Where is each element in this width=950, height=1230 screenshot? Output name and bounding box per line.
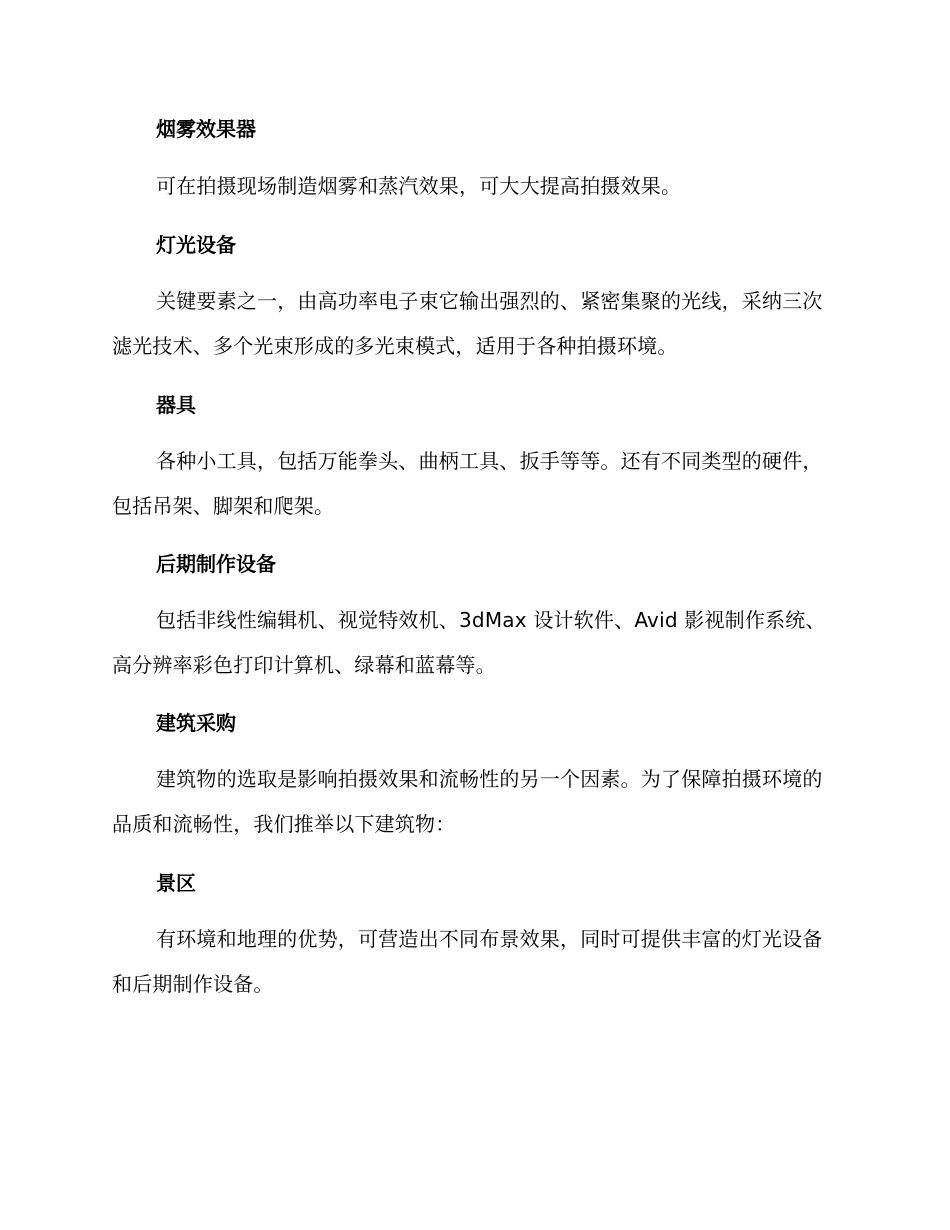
section-paragraph: 有环境和地理的优势，可营造出不同布景效果，同时可提供丰富的灯光设备和后期制作设备。: [112, 927, 823, 996]
section-heading: 灯光设备: [156, 233, 236, 257]
section-heading: 景区: [156, 871, 196, 895]
section-heading: 烟雾效果器: [156, 117, 256, 141]
section-paragraph: 建筑物的选取是影响拍摄效果和流畅性的另一个因素。为了保障拍摄环境的品质和流畅性，我们推举以下建筑物：: [112, 767, 823, 836]
section-heading: 器具: [156, 393, 196, 417]
section-heading: 建筑采购: [156, 711, 236, 735]
section-heading: 后期制作设备: [156, 552, 276, 576]
section-paragraph: 各种小工具，包括万能拳头、曲柄工具、扳手等等。还有不同类型的硬件，包括吊架、脚架和爬架。: [112, 449, 823, 518]
section-paragraph: 关键要素之一，由高功率电子束它输出强烈的、紧密集聚的光线，采纳三次滤光技术、多个光束形成的多光束模式，适用于各种拍摄环境。: [112, 289, 823, 358]
section-paragraph: 可在拍摄现场制造烟雾和蒸汽效果，可大大提高拍摄效果。: [156, 174, 682, 198]
section-paragraph: 包括非线性编辑机、视觉特效机、3dMax 设计软件、Avid 影视制作系统、高分辨率彩色打印计算机、绿幕和蓝幕等。: [112, 608, 826, 677]
